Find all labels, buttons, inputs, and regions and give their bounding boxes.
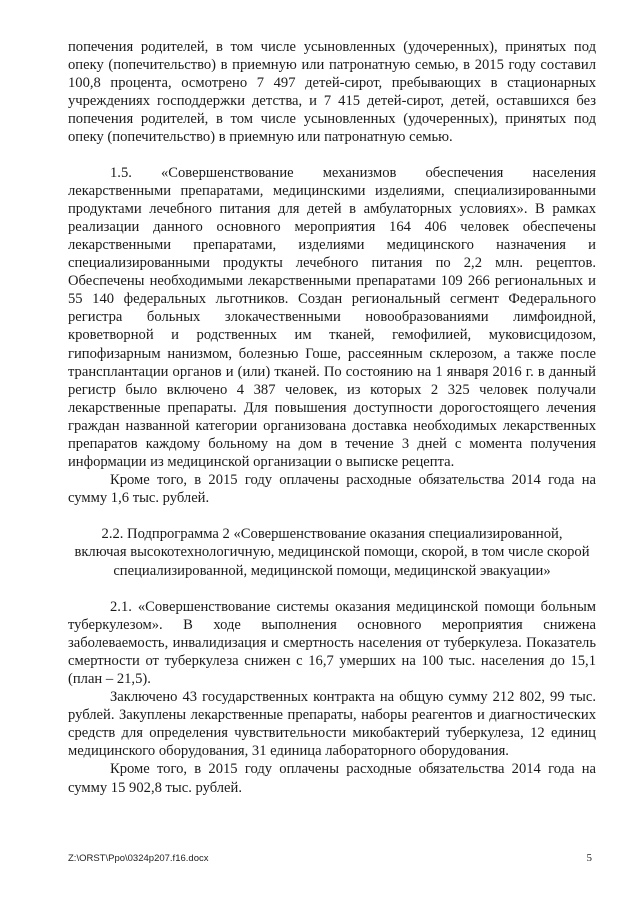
- spacer: [68, 580, 596, 598]
- paragraph-continuation: попечения родителей, в том числе усыновленных (удочеренных), принятых под опеку (попечительство) в приемную или патронатную семью, в 2015 году составил 100,8 процента, осмотрено 7 497 детей-сирот, пребывающих в стационарных учреждениях господдержки детства, и 7 415 детей-сирот, детей, оставшихся без попечения родителей, в том числе усыновленных (удочеренных), принятых под опеку (попечительство) в приемную или патронатную семью.: [68, 39, 596, 146]
- paragraph-section-1-5-extra: Кроме того, в 2015 году оплачены расходные обязательства 2014 года на сумму 1,6 тыс. рублей.: [68, 472, 596, 507]
- footer-file-path: Z:\ORST\Ppo\0324p207.f16.docx: [68, 853, 209, 864]
- paragraph-section-2-1: 2.1. «Совершенствование системы оказания медицинской помощи больным туберкулезом». В ходе выполнения основного мероприятия снижена заболеваемость, инвалидизация и смертность населения от туберкулеза. Показатель смертности от туберкулеза снижен с 16,7 умерших на 100 тыс. населения до 15,1 (план – 21,5).: [68, 598, 596, 687]
- paragraph-section-2-1-contracts: Заключено 43 государственных контракта на общую сумму 212 802, 99 тыс. рублей. Закуплены лекарственные препараты, наборы реагентов и диагностических средств для определения чувствительности микобактерий туберкулеза, 12 единиц медицинского оборудования, 31 единица лабораторного оборудования.: [68, 689, 596, 760]
- paragraph-section-1-5: 1.5. «Совершенствование механизмов обеспечения населения лекарственными препаратами, медицинскими изделиями, специализированными продуктами лечебного питания для детей в амбулаторных условиях». В рамках реализации данного основного мероприятия 164 406 человек обеспечены лекарственными препаратами, изделиями медицинского назначения и специализированными продукты лечебного питания по 2,2 млн. рецептов. Обеспечены необходимыми лекарственными препаратами 109 266 региональных и 55 140 федеральных льготников. Создан региональный сегмент Федерального регистра больных злокачественными новообразованиями лимфоидной, кроветворной и родственных им тканей, гемофилией, муковисцидозом, гипофизарным нанизмом, болезнью Гоше, рассеянным склерозом, а также после трансплантации органов и (или) тканей. По состоянию на 1 января 2016 г. в данный регистр было включено 4 387 человек, из которых 2 325 человек получали лекарственные препараты. Для повышения доступности дорогостоящего лечения граждан названной категории организована доставка необходимых лекарственных препаратов каждому больному на дом в течение 3 дней с момента получения информации из медицинской организации о выписке рецепта.: [68, 164, 596, 471]
- heading-subprogram-2-2: 2.2. Подпрограмма 2 «Совершенствование оказания специализированной, включая высокотехнологичную, медицинской помощи, скорой, в том числе скорой специализированной, медицинской помощи, медицинской эвакуации»: [74, 526, 590, 579]
- document-body: [68, 38, 596, 797]
- paragraph-section-2-1-extra: Кроме того, в 2015 году оплачены расходные обязательства 2014 года на сумму 15 902,8 тыс. рублей.: [68, 761, 596, 796]
- spacer: [68, 147, 596, 164]
- footer-page-number: 5: [586, 852, 592, 864]
- spacer: [68, 507, 596, 525]
